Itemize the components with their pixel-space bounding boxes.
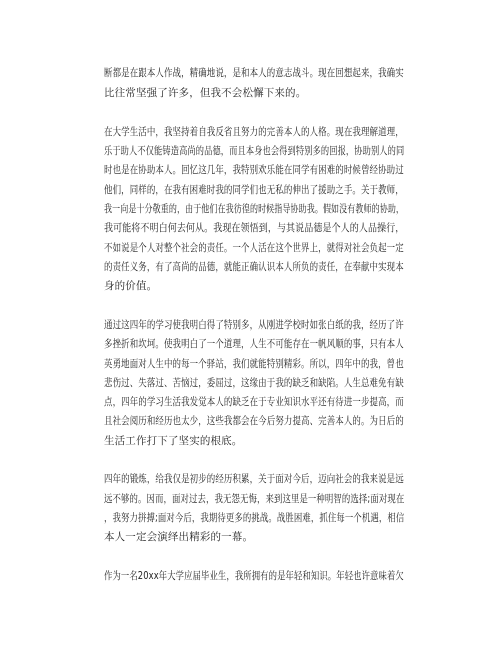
text-line: 点，四年的学习生活我发觉本人的缺乏在于专业知识水平还有待进一步提高，而 — [104, 396, 404, 408]
text-line: 不如说是个人对整个社会的责任。一个人活在这个世界上，就得对社会负起一定 — [104, 242, 404, 254]
text-line: 四年的锻炼，给我仅是初步的经历积累，关于面对今后，迈向社会的我来说是远 — [104, 473, 404, 485]
text-line: 我一向是十分敬重的，由于他们在我彷徨的时候指导协助我。假如没有教师的协助， — [104, 203, 405, 215]
text-line: 在大学生活中，我坚持着自我反省且努力的完善本人的人格。现在我理解道理， — [104, 126, 404, 138]
text-line: ，我努力拼搏;面对今后，我期待更多的挑战。战胜困难，抓住每一个机遇，相信 — [104, 512, 405, 524]
text-line: 多挫折和坎坷。使我明白了一个道理，人生不可能存在一帆风顺的事，只有本人 — [104, 338, 404, 350]
text-line: 且社会阅历和经历也太少，这些我都会在今后努力提高、完善本人的。为日后的 — [104, 415, 404, 427]
text-line: 身的价值。 — [104, 280, 158, 292]
text-line: 作为一名20xx年大学应届毕业生，我所拥有的是年轻和知识。年轻也许意味着欠 — [104, 570, 404, 582]
text-line: 他们，同样的，在我有困难时我的同学们也无私的伸出了援助之手。关于教师， — [104, 184, 404, 196]
text-line: 我可能将不明白何去何从。我现在领悟到，与其说品德是个人的人品操行， — [104, 222, 405, 234]
text-line: 时也是在协助本人。回忆这几年，我特别欢乐能在同学有困难的时候曾经协助过 — [104, 164, 404, 176]
text-line: 乐于助人不仅能铸造高尚的品德，而且本身也会得到特别多的回报，协助别人的同 — [104, 145, 405, 157]
text-line: 悲伤过、失落过、苦恼过，委屈过，这缘由于我的缺乏和缺陷。人生总难免有缺 — [104, 377, 404, 389]
text-line: 英勇地面对人生中的每一个驿站，我们就能特别精彩。所以，四年中的我，曾也 — [104, 358, 404, 370]
text-line: 通过这四年的学习使我明白得了特别多，从刚进学校时如张白纸的我，经历了许 — [104, 319, 404, 331]
text-line: 比往常坚强了许多，但我不会松懈下来的。 — [104, 87, 307, 99]
text-line: 本人一定会演绎出精彩的一幕。 — [104, 531, 254, 543]
text-line: 远不够的。因而，面对过去，我无怨无悔，来到这里是一种明智的选择;面对现在 — [104, 493, 405, 505]
text-line: 的责任义务，有了高尚的品德，就能正确认识本人所负的责任，在奉献中实现本 — [104, 261, 404, 273]
text-line: 生活工作打下了坚实的根底。 — [104, 435, 243, 447]
text-line: 断都是在跟本人作战，精确地说，是和本人的意志战斗。现在回想起来，我确实 — [104, 67, 404, 79]
